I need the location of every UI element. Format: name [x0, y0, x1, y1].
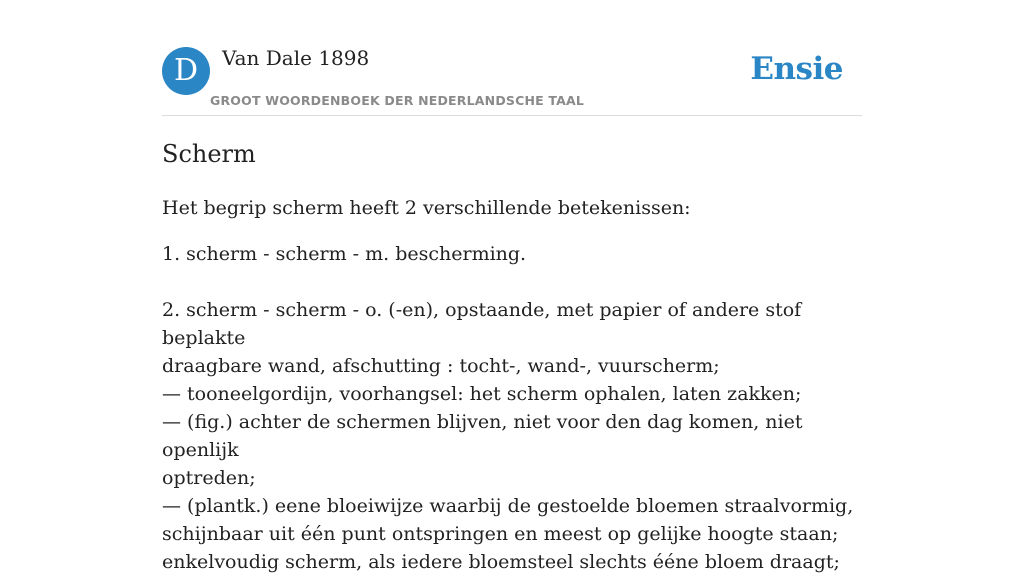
dictionary-logo[interactable]: D: [162, 47, 210, 95]
definition-2-line: — (fig.) achter de schermen blijven, niet voor den dag komen, niet openlijk: [162, 411, 803, 461]
dictionary-subtitle: GROOT WOORDENBOEK DER NEDERLANDSCHE TAAL: [210, 93, 585, 108]
definition-2-line: — tooneelgordijn, voorhangsel: het scherm ophalen, laten zakken;: [162, 383, 802, 405]
definition-list: [162, 240, 862, 576]
dictionary-title[interactable]: Van Dale 1898: [222, 46, 370, 70]
meaning-count-text: Het begrip scherm heeft 2 verschillende betekenissen:: [162, 197, 691, 219]
page-title: Scherm: [162, 140, 256, 168]
definition-2-line: optreden;: [162, 467, 256, 489]
definition-2-line: — (plantk.) eene bloeiwijze waarbij de gestoelde bloemen straalvormig,: [162, 495, 854, 517]
definition-2-line: schijnbaar uit één punt ontspringen en meest op gelijke hoogte staan;: [162, 523, 839, 545]
definition-2-line: enkelvoudig scherm, als iedere bloemsteel slechts ééne bloem draagt;: [162, 551, 840, 573]
definition-2-line: draagbare wand, afschutting : tocht-, wand-, vuurscherm;: [162, 355, 720, 377]
definition-1: 1. scherm - scherm - m. bescherming.: [162, 243, 527, 265]
brand-logo-link[interactable]: Ensie: [750, 51, 843, 87]
definition-2-line: 2. scherm - scherm - o. (-en), opstaande, met papier of andere stof beplakte: [162, 299, 802, 349]
dictionary-header: [162, 0, 862, 116]
page-content: [162, 0, 862, 573]
